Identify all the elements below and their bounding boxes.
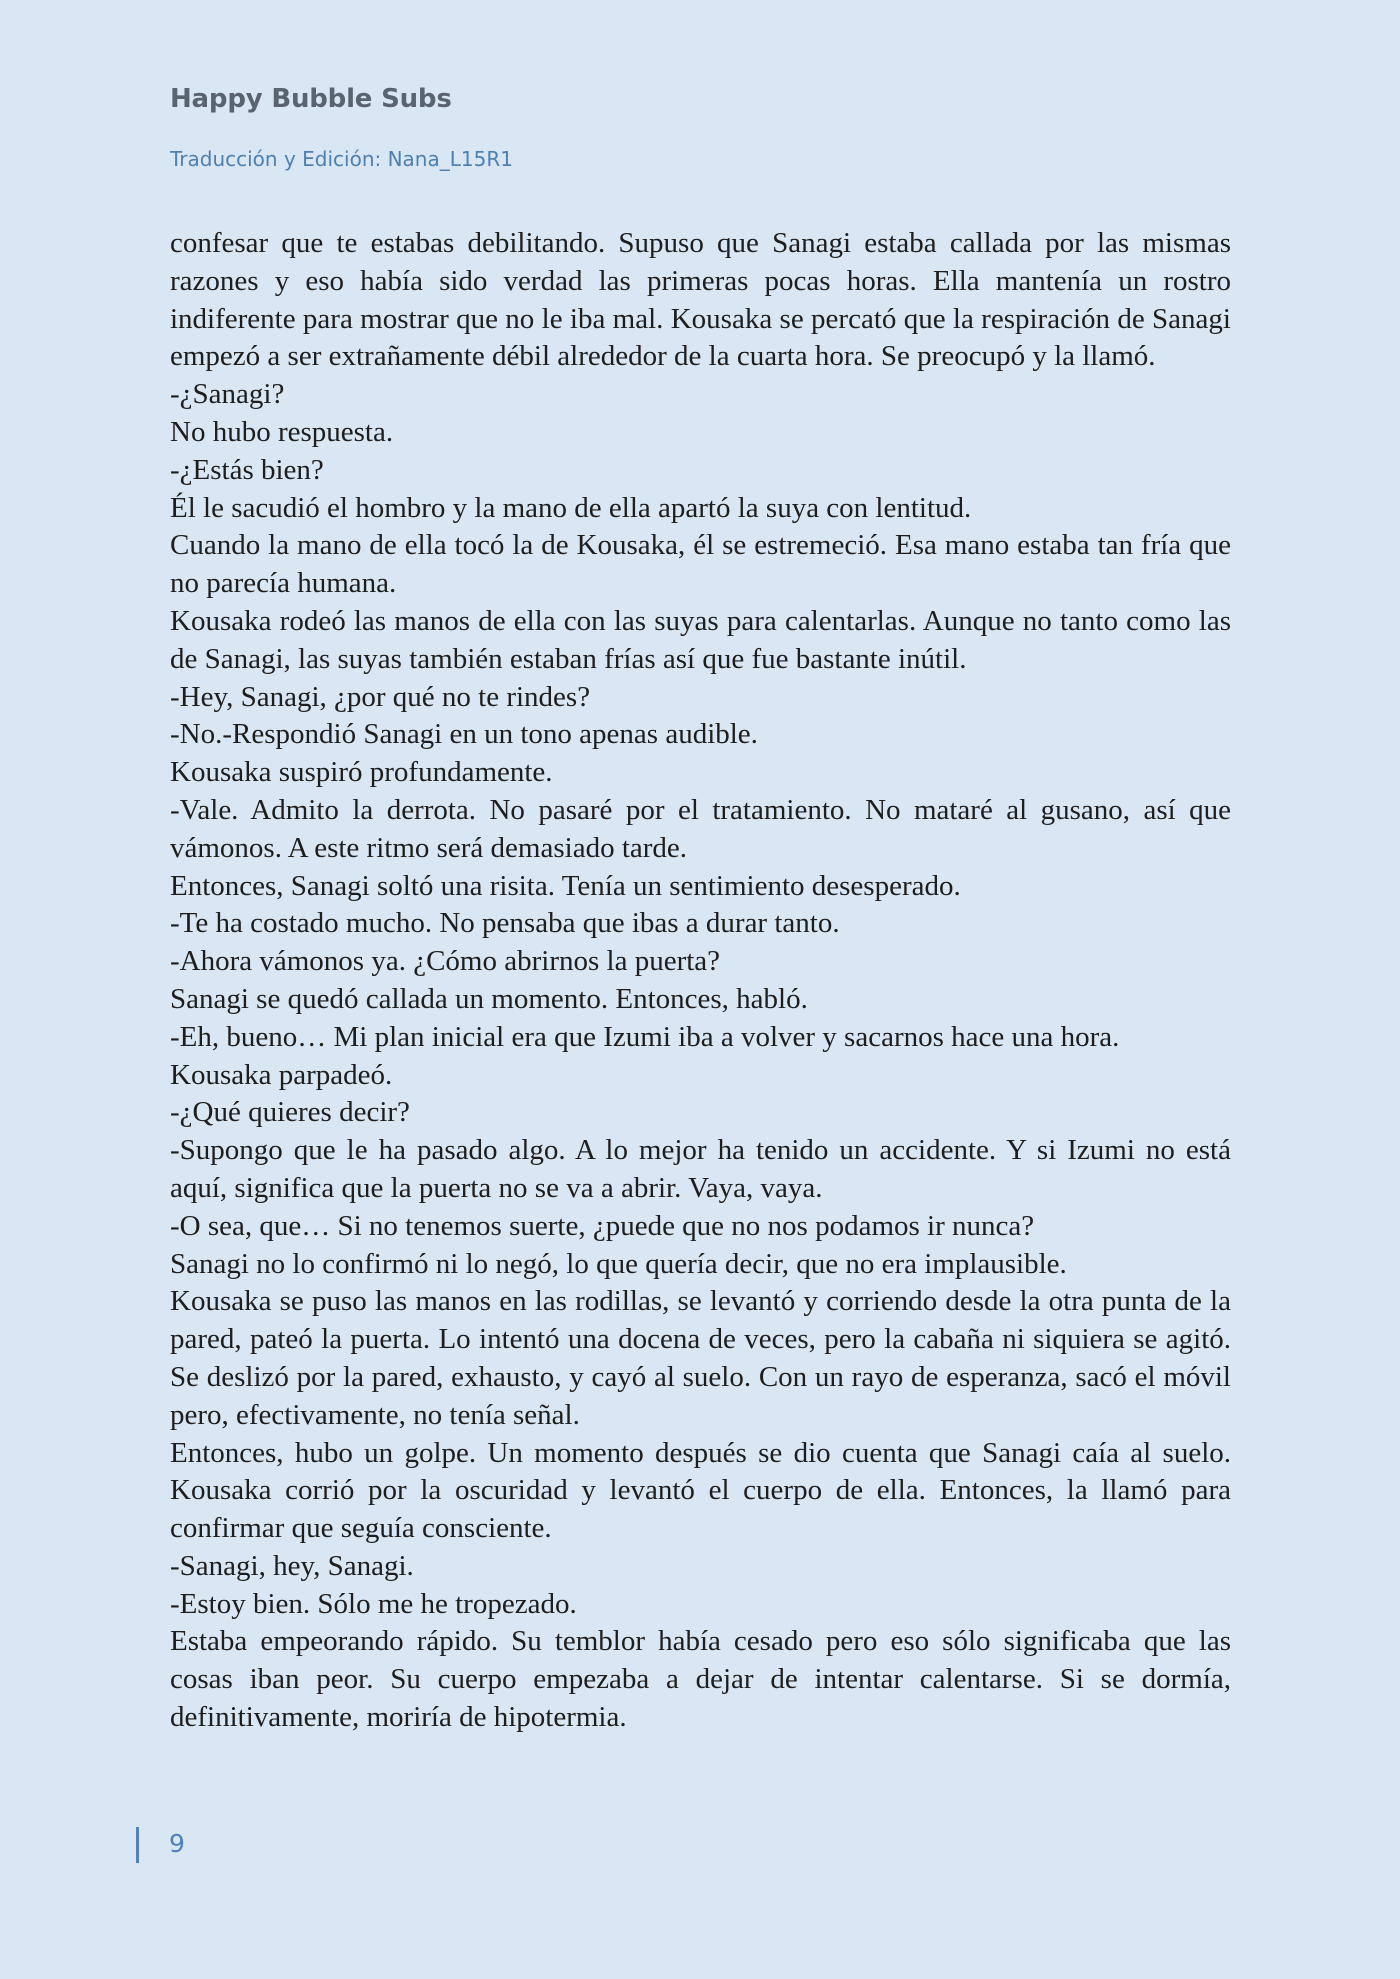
header-subtitle: Traducción y Edición: Nana_L15R1 [170,147,513,171]
paragraph: Kousaka se puso las manos en las rodillas, se levantó y corriendo desde la otra punta de la pared, pateó la puerta. Lo intentó una docena de veces, pero la cabaña ni siquiera se agitó. Se deslizó por la pared, exhausto, y cayó al suelo. Con un rayo de esperanza, sacó el móvil pero, efectivamente, no tenía señal. [170,1285,1231,1431]
paragraph: -No.-Respondió Sanagi en un tono apenas audible. [170,718,758,751]
paragraph: -¿Estás bien? [170,453,324,486]
paragraph: Entonces, hubo un golpe. Un momento después se dio cuenta que Sanagi caía al suelo. Kousaka corrió por la oscuridad y levantó el cuerpo de ella. Entonces, la llamó para confirmar que seguía consciente. [170,1436,1231,1545]
paragraph: -Sanagi, hey, Sanagi. [170,1549,414,1582]
paragraph: No hubo respuesta. [170,415,394,448]
paragraph: -Te ha costado mucho. No pensaba que ibas a durar tanto. [170,907,840,940]
paragraph: -Supongo que le ha pasado algo. A lo mejor ha tenido un accidente. Y si Izumi no está aquí, significa que la puerta no se va a abrir. Vaya, vaya. [170,1134,1231,1204]
paragraph: confesar que te estabas debilitando. Supuso que Sanagi estaba callada por las mismas razones y eso había sido verdad las primeras pocas horas. Ella mantenía un rostro indiferente para mostrar que no le iba mal. Kousaka se percató que la respiración de Sanagi empezó a ser extrañamente débil alrededor de la cuarta hora. Se preocupó y la llamó. [170,227,1231,373]
paragraph: -Eh, bueno… Mi plan inicial era que Izumi iba a volver y sacarnos hace una hora. [170,1020,1120,1053]
paragraph: Estaba empeorando rápido. Su temblor había cesado pero eso sólo significaba que las cosas iban peor. Su cuerpo empezaba a dejar de intentar calentarse. Si se dormía, definitivamente, moriría de hipotermia. [170,1625,1231,1734]
paragraph: Sanagi no lo confirmó ni lo negó, lo que quería decir, que no era implausible. [170,1247,1067,1280]
body-text [170,225,1231,1737]
paragraph: -¿Qué quieres decir? [170,1096,410,1129]
paragraph: -Estoy bien. Sólo me he tropezado. [170,1587,577,1620]
paragraph: Él le sacudió el hombro y la mano de ella apartó la suya con lentitud. [170,491,972,524]
page-number-divider [136,1827,139,1863]
paragraph: -Vale. Admito la derrota. No pasaré por el tratamiento. No mataré al gusano, así que vámonos. A este ritmo será demasiado tarde. [170,793,1231,864]
paragraph: -Ahora vámonos ya. ¿Cómo abrirnos la puerta? [170,945,721,978]
paragraph: Kousaka suspiró profundamente. [170,756,553,789]
paragraph: -¿Sanagi? [170,378,285,411]
header-title: Happy Bubble Subs [170,84,452,114]
paragraph: Kousaka parpadeó. [170,1058,393,1091]
paragraph: -O sea, que… Si no tenemos suerte, ¿puede que no nos podamos ir nunca? [170,1209,1035,1242]
page-number: 9 [169,1829,185,1858]
paragraph: Entonces, Sanagi soltó una risita. Tenía un sentimiento desesperado. [170,869,961,902]
paragraph: Sanagi se quedó callada un momento. Entonces, habló. [170,982,808,1015]
paragraph: -Hey, Sanagi, ¿por qué no te rindes? [170,680,591,713]
paragraph: Kousaka rodeó las manos de ella con las suyas para calentarlas. Aunque no tanto como las de Sanagi, las suyas también estaban frías así que fue bastante inútil. [170,604,1231,675]
paragraph: Cuando la mano de ella tocó la de Kousaka, él se estremeció. Esa mano estaba tan fría que no parecía humana. [170,529,1231,600]
